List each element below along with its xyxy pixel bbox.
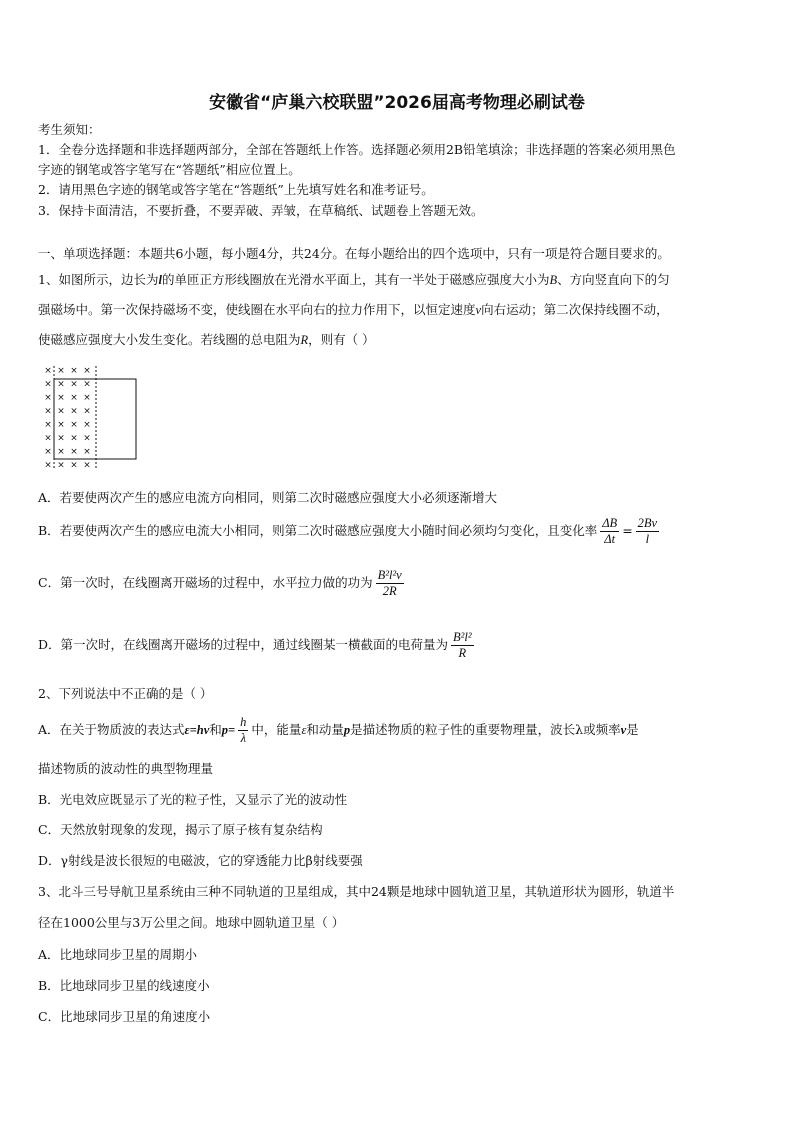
field-cross-mark: ×	[70, 366, 78, 376]
field-cross-mark: ×	[57, 406, 65, 417]
q1-b-fraction-1: $\frac{\Delta B}{\Delta t}$	[602, 516, 618, 546]
field-cross-mark: ×	[44, 460, 52, 471]
notice-heading: 考生须知：	[38, 122, 101, 137]
field-cross-mark: ×	[44, 406, 52, 417]
field-cross-mark: ×	[70, 379, 78, 390]
page-title: 安徽省“庐巢六校联盟”2026届高考物理必刷试卷	[209, 93, 585, 113]
q1-option-b: B．若要使两次产生的感应电流大小相同，则第二次时磁感应强度大小随时间必须均匀变化，且变化率 $\frac{\Delta B}{\Delta t}$ = $\frac{2Bv}{l}$	[38, 516, 658, 546]
notice-item-3: 3．保持卡面清洁，不要折叠，不要弄破、弄皱，在草稿纸、试题卷上答题无效。	[38, 203, 484, 218]
field-cross-mark: ×	[83, 393, 91, 403]
field-cross-mark: ×	[70, 393, 78, 403]
field-cross-mark: ×	[44, 393, 52, 403]
q1-option-c: C．第一次时，在线圈离开磁场的过程中，水平拉力做的功为 $\frac{\text{B²l²v}}{2R}$	[38, 568, 402, 598]
field-cross-mark: ×	[70, 460, 78, 471]
field-cross-mark: ×	[83, 460, 91, 471]
field-cross-mark: ×	[44, 420, 52, 430]
field-cross-mark: ×	[44, 447, 52, 457]
q2-option-c: C．天然放射现象的发现，揭示了原子核有复杂结构	[38, 822, 323, 837]
field-cross-mark: ×	[57, 433, 65, 444]
notice-item-1: 1．全卷分选择题和非选择题两部分，全部在答题纸上作答。选择题必须用2B铅笔填涂；非选择题的答案必须用黑色	[38, 142, 676, 157]
notice-item-1-cont: 字迹的钢笔或答字笔写在“答题纸”相应位置上。	[38, 162, 301, 177]
field-cross-mark: ×	[57, 460, 65, 471]
q1-option-d: D．第一次时，在线圈离开磁场的过程中，通过线圈某一横截面的电荷量为 $\frac{\text{B²l²}}{R}$	[38, 630, 472, 660]
field-crosses	[44, 366, 91, 471]
q1-stem-line3: 使磁感应强度大小发生变化。若线圈的总电阻为R，则有（ ）	[38, 332, 375, 347]
field-cross-mark: ×	[44, 379, 52, 390]
notice-item-2: 2．请用黑色字迹的钢笔或答字笔在“答题纸”上先填写姓名和准考证号。	[38, 182, 434, 197]
q2-a-fraction: $\frac{h}{\lambda}$	[240, 715, 247, 745]
q3-option-a: A．比地球同步卫星的周期小	[38, 947, 198, 962]
field-cross-mark: ×	[57, 420, 65, 430]
field-cross-mark: ×	[83, 420, 91, 430]
q3-stem-line2: 径在1000公里与3万公里之间。地球中圆轨道卫星（ ）	[38, 915, 345, 930]
field-cross-mark: ×	[83, 379, 91, 390]
q2-option-a-line2: 描述物质的波动性的典型物理量	[38, 761, 214, 776]
field-cross-mark: ×	[70, 433, 78, 444]
field-cross-mark: ×	[83, 406, 91, 417]
field-cross-mark: ×	[44, 433, 52, 444]
q2-option-a-line1: A．在关于物质波的表达式ε=hν和p= $\frac{h}{\lambda}$ 中，能量ε和动量p是描述物质的粒子性的重要物理量，波长λ或频率ν是	[38, 715, 639, 745]
q1-stem-line1: 1、如图所示，边长为l的单匝正方形线圈放在光滑水平面上，其有一半处于磁感应强度大小为B、方向竖直向下的匀	[38, 272, 670, 287]
q1-figure	[40, 364, 142, 472]
field-cross-mark: ×	[83, 433, 91, 444]
field-cross-mark: ×	[83, 447, 91, 457]
q1-d-fraction: $\frac{\text{B²l²}}{R}$	[453, 630, 472, 660]
field-cross-mark: ×	[70, 406, 78, 417]
field-cross-mark: ×	[44, 366, 52, 376]
q1-b-fraction-2: $\frac{2Bv}{l}$	[637, 516, 658, 546]
field-cross-mark: ×	[57, 366, 65, 376]
q3-stem-line1: 3、北斗三号导航卫星系统由三种不同轨道的卫星组成，其中24颗是地球中圆轨道卫星，其轨道形状为圆形，轨道半	[38, 884, 675, 899]
square-coil	[54, 379, 136, 459]
field-cross-mark: ×	[70, 447, 78, 457]
field-cross-mark: ×	[57, 393, 65, 403]
field-cross-mark: ×	[70, 420, 78, 430]
q3-option-c: C．比地球同步卫星的角速度小	[38, 1009, 211, 1024]
field-cross-mark: ×	[83, 366, 91, 376]
q1-stem-line2: 强磁场中。第一次保持磁场不变，使线圈在水平向右的拉力作用下，以恒定速度v向右运动；第二次保持线圈不动，	[38, 302, 669, 317]
field-cross-mark: ×	[57, 379, 65, 390]
section-heading: 一、单项选择题：本题共6小题，每小题4分，共24分。在每小题给出的四个选项中，只有一项是符合题目要求的。	[38, 246, 670, 261]
q3-option-b: B．比地球同步卫星的线速度小	[38, 978, 210, 993]
q2-option-d: D．γ射线是波长很短的电磁波，它的穿透能力比β射线要强	[38, 853, 363, 868]
q2-stem: 2、下列说法中不正确的是（ ）	[38, 686, 213, 701]
q2-option-b: B．光电效应既显示了光的粒子性，又显示了光的波动性	[38, 792, 348, 807]
q1-option-a: A．若要使两次产生的感应电流方向相同，则第二次时磁感应强度大小必须逐渐增大	[38, 490, 498, 505]
field-cross-mark: ×	[57, 447, 65, 457]
q1-c-fraction: $\frac{\text{B²l²v}}{2R}$	[377, 568, 402, 598]
